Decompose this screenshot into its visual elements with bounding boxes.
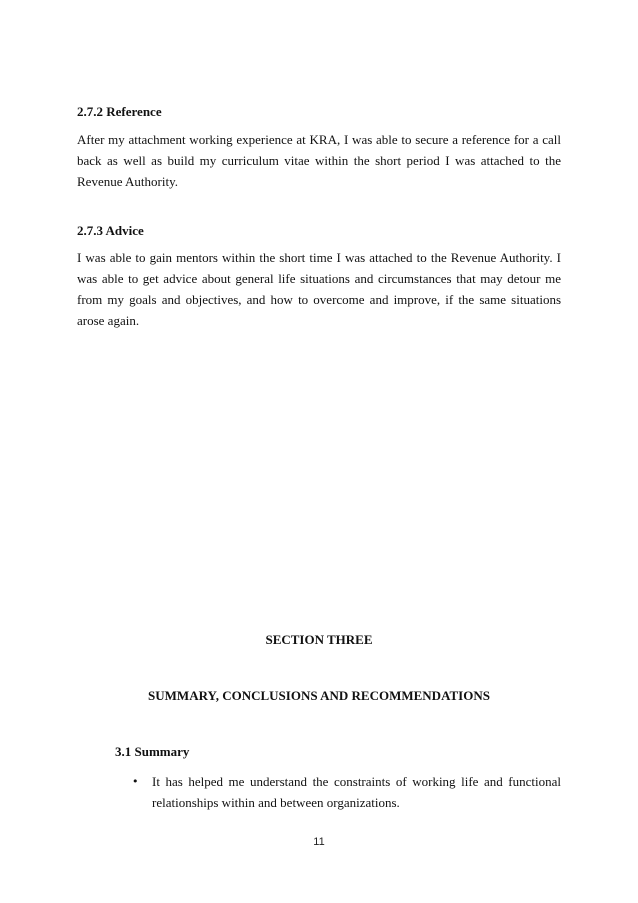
section-three-subtitle: SUMMARY, CONCLUSIONS AND RECOMMENDATIONS [148,688,490,703]
reference-paragraph: After my attachment working experience at KRA, I was able to secure a reference for a call back as well as build my curriculum vitae within the short period I was attached to the Revenue Authority. [77,132,561,189]
section-three-title: SECTION THREE [265,632,373,647]
bullet-icon: • [132,775,139,788]
advice-paragraph: I was able to gain mentors within the short time I was attached to the Revenue Authority. I was able to get advice about general life situations and circumstances that may detour me from my goals and objectives, and how to overcome and improve, if the same situations arose again. [77,250,561,328]
bullet-text: It has helped me understand the constraints of working life and functional relationships within and between organizations. [152,774,561,810]
list-item [130,771,561,813]
summary-bullet-list [130,771,561,813]
summary-heading: 3.1 Summary [115,744,190,759]
page-number: 11 [313,836,325,848]
reference-heading: 2.7.2 Reference [77,104,162,119]
advice-heading: 2.7.3 Advice [77,223,144,238]
